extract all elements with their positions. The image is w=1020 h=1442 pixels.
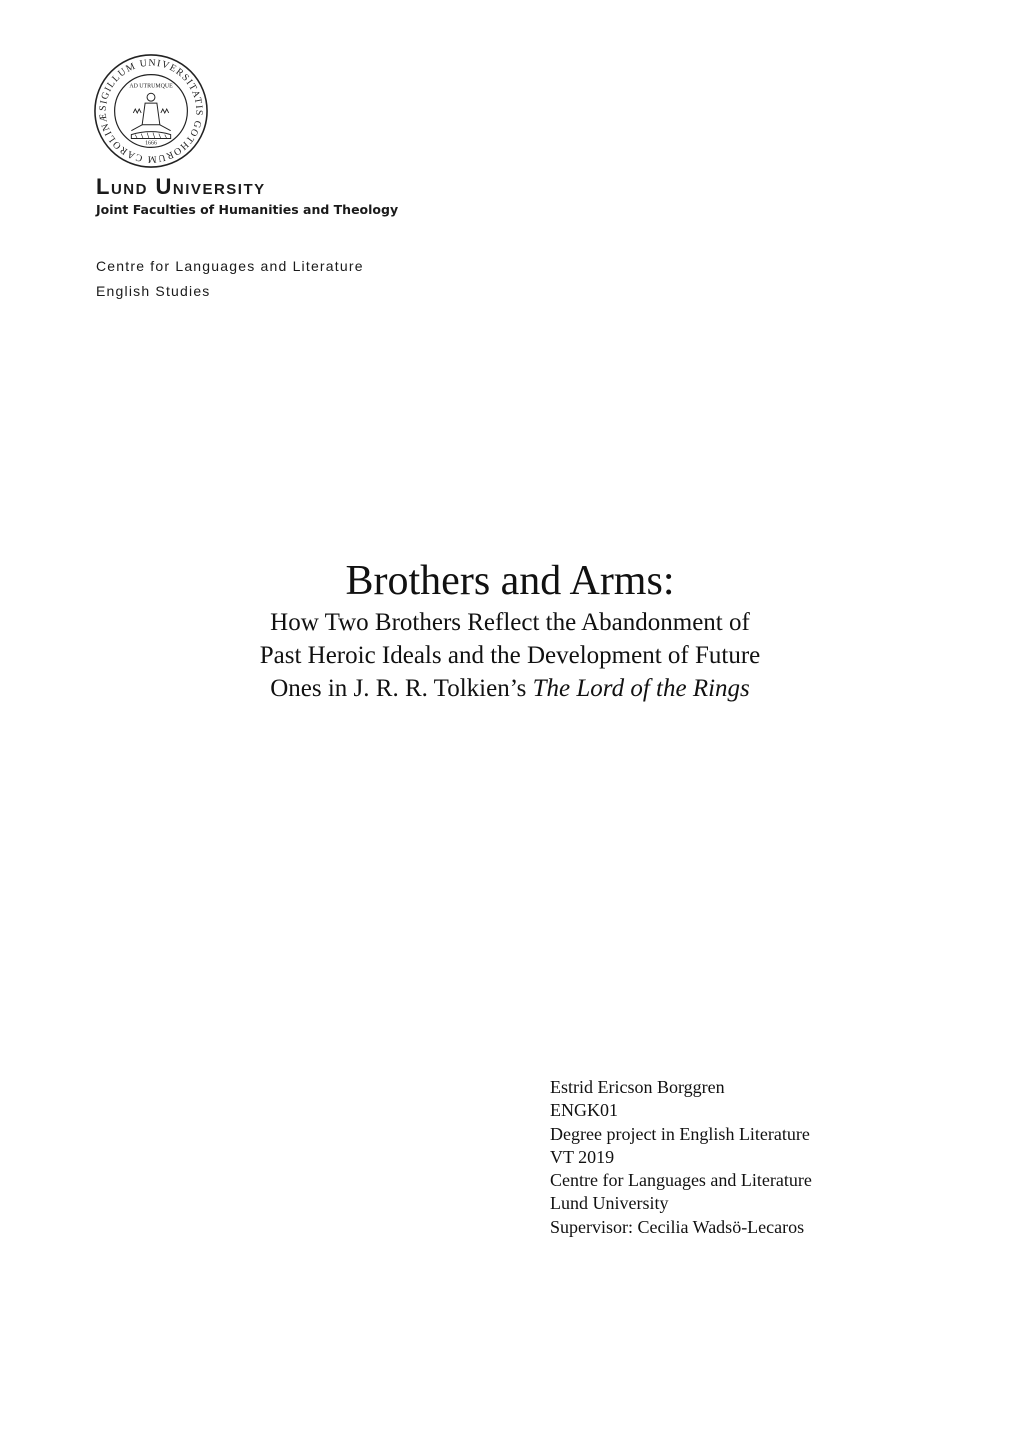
details-block — [550, 1076, 812, 1239]
university-name: Lund University — [96, 174, 266, 199]
centre-name: Centre for Languages and Literature — [550, 1170, 812, 1191]
author-name: Estrid Ericson Borggren — [550, 1077, 725, 1097]
seal-motto: AD UTRUMQUE — [129, 83, 173, 90]
seal-year: 1666 — [145, 140, 157, 147]
subtitle-line-3 — [0, 672, 1020, 705]
subtitle-line-1: How Two Brothers Reflect the Abandonment of — [270, 609, 750, 636]
term: VT 2019 — [550, 1146, 615, 1167]
main-title: Brothers and Arms: — [345, 558, 675, 604]
university-line: Lund University — [550, 1193, 669, 1214]
svg-text:SIGILLUM UNIVERSITATIS GOTHORU — [98, 58, 205, 165]
title-block — [0, 556, 1020, 705]
project-type: Degree project in English Literature — [550, 1123, 810, 1144]
book-title: The Lord of the Rings — [532, 675, 750, 702]
subtitle-line-3-prefix: Ones in J. R. R. Tolkien’s — [270, 675, 533, 702]
subtitle-line-2: Past Heroic Ideals and the Development of Future — [259, 642, 761, 669]
department-line-2: English Studies — [96, 283, 211, 299]
seal-ring-text: SIGILLUM UNIVERSITATIS GOTHORUM CAROLINÆ — [97, 57, 205, 165]
faculty-name: Joint Faculties of Humanities and Theology — [96, 202, 399, 217]
supervisor: Supervisor: Cecilia Wadsö-Lecaros — [550, 1216, 805, 1237]
department-line-1: Centre for Languages and Literature — [96, 258, 364, 274]
university-seal-icon — [92, 52, 210, 170]
course-code: ENGK01 — [550, 1100, 618, 1121]
